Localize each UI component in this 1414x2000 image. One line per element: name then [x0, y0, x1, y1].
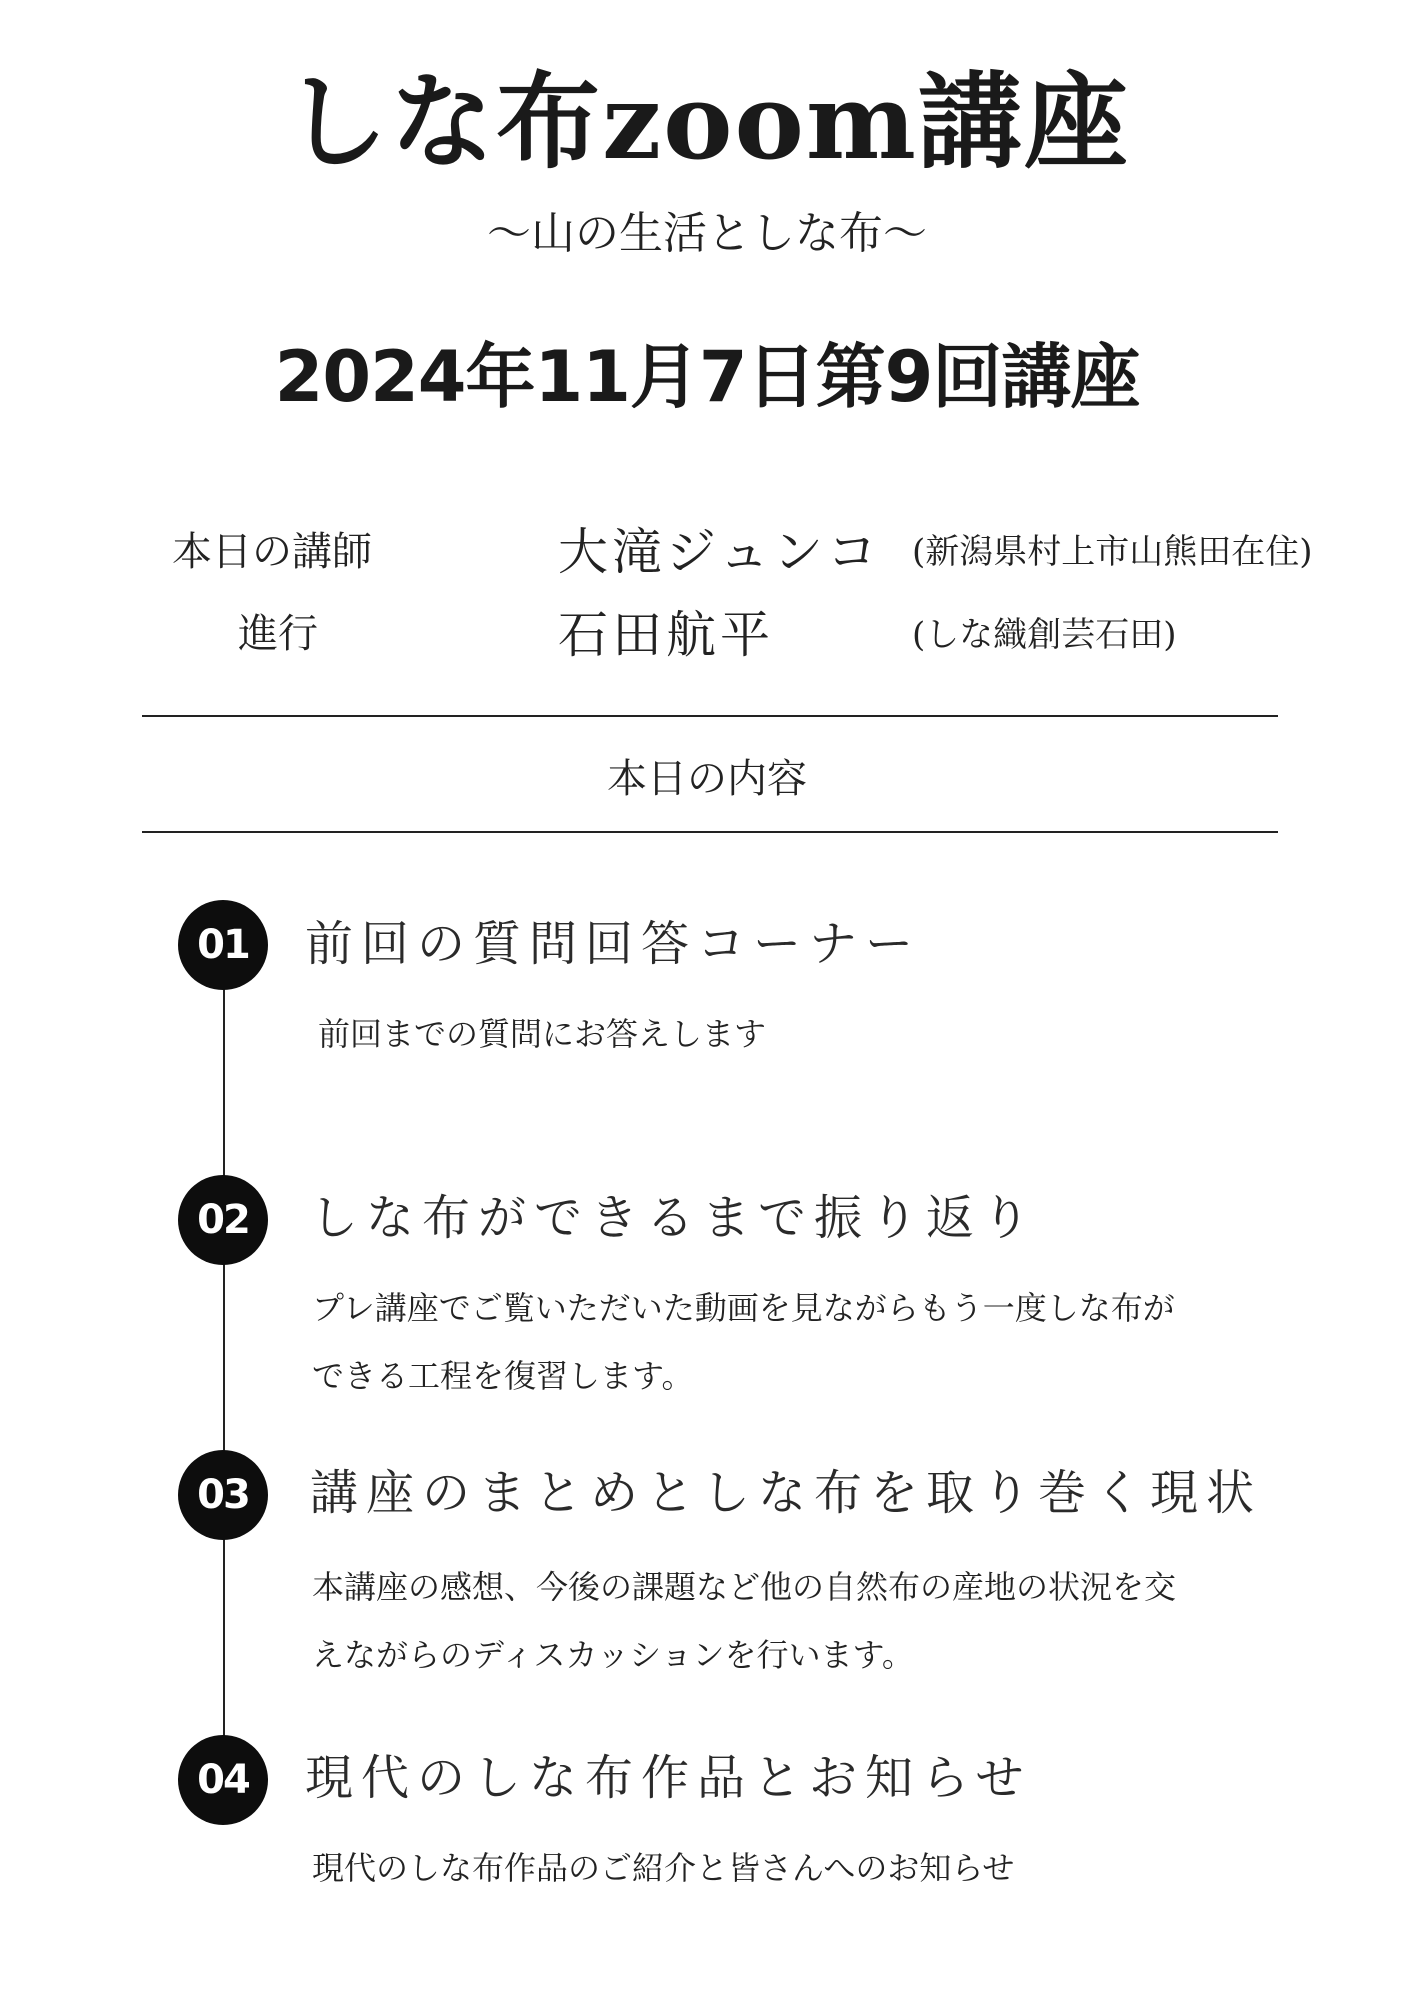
item-title: 現代のしな布作品とお知らせ [305, 1750, 1032, 1806]
item-description-line: 現代のしな布作品のご紹介と皆さんへのお知らせ [312, 1849, 1015, 1887]
lecturer-name: 大滝ジュンコ [558, 523, 881, 581]
item-description [318, 1000, 1358, 1068]
item-description-line: 前回までの質問にお答えします [318, 1015, 767, 1053]
item-title: しな布ができるまで振り返り [310, 1190, 1039, 1246]
item-description-line: えながらのディスカッションを行います。 [312, 1636, 914, 1674]
item-number-badge: 04 [178, 1735, 268, 1825]
top-divider [142, 715, 1278, 717]
item-number-badge: 03 [178, 1450, 268, 1540]
bottom-divider [142, 831, 1278, 833]
item-description [312, 1274, 1352, 1410]
lecturer-note: (新潟県村上市山熊田在住) [912, 532, 1313, 572]
item-description-line: プレ講座でご覧いただいた動画を見ながらもう一度しな布が [312, 1289, 1175, 1327]
item-number-badge: 01 [178, 900, 268, 990]
facilitator-role-label: 進行 [238, 611, 318, 657]
page-title: しな布zoom講座 [284, 60, 1130, 183]
item-title: 講座のまとめとしな布を取り巻く現状 [310, 1465, 1263, 1521]
lecturer-role-label: 本日の講師 [172, 529, 372, 575]
page-subtitle: 〜山の生活としな布〜 [487, 208, 927, 259]
timeline-line [223, 940, 225, 1800]
item-number-badge: 02 [178, 1175, 268, 1265]
item-description-line: できる工程を復習します。 [312, 1357, 694, 1395]
item-description-line: 本講座の感想、今後の課題など他の自然布の産地の状況を交 [312, 1568, 1177, 1606]
item-description [312, 1834, 1352, 1902]
facilitator-name: 石田航平 [558, 606, 774, 664]
facilitator-note: (しな織創芸石田) [912, 615, 1177, 655]
item-title: 前回の質問回答コーナー [305, 916, 922, 972]
session-date-heading: 2024年11月7日第9回講座 [274, 336, 1140, 418]
item-description [312, 1553, 1352, 1689]
contents-heading: 本日の内容 [607, 756, 807, 802]
